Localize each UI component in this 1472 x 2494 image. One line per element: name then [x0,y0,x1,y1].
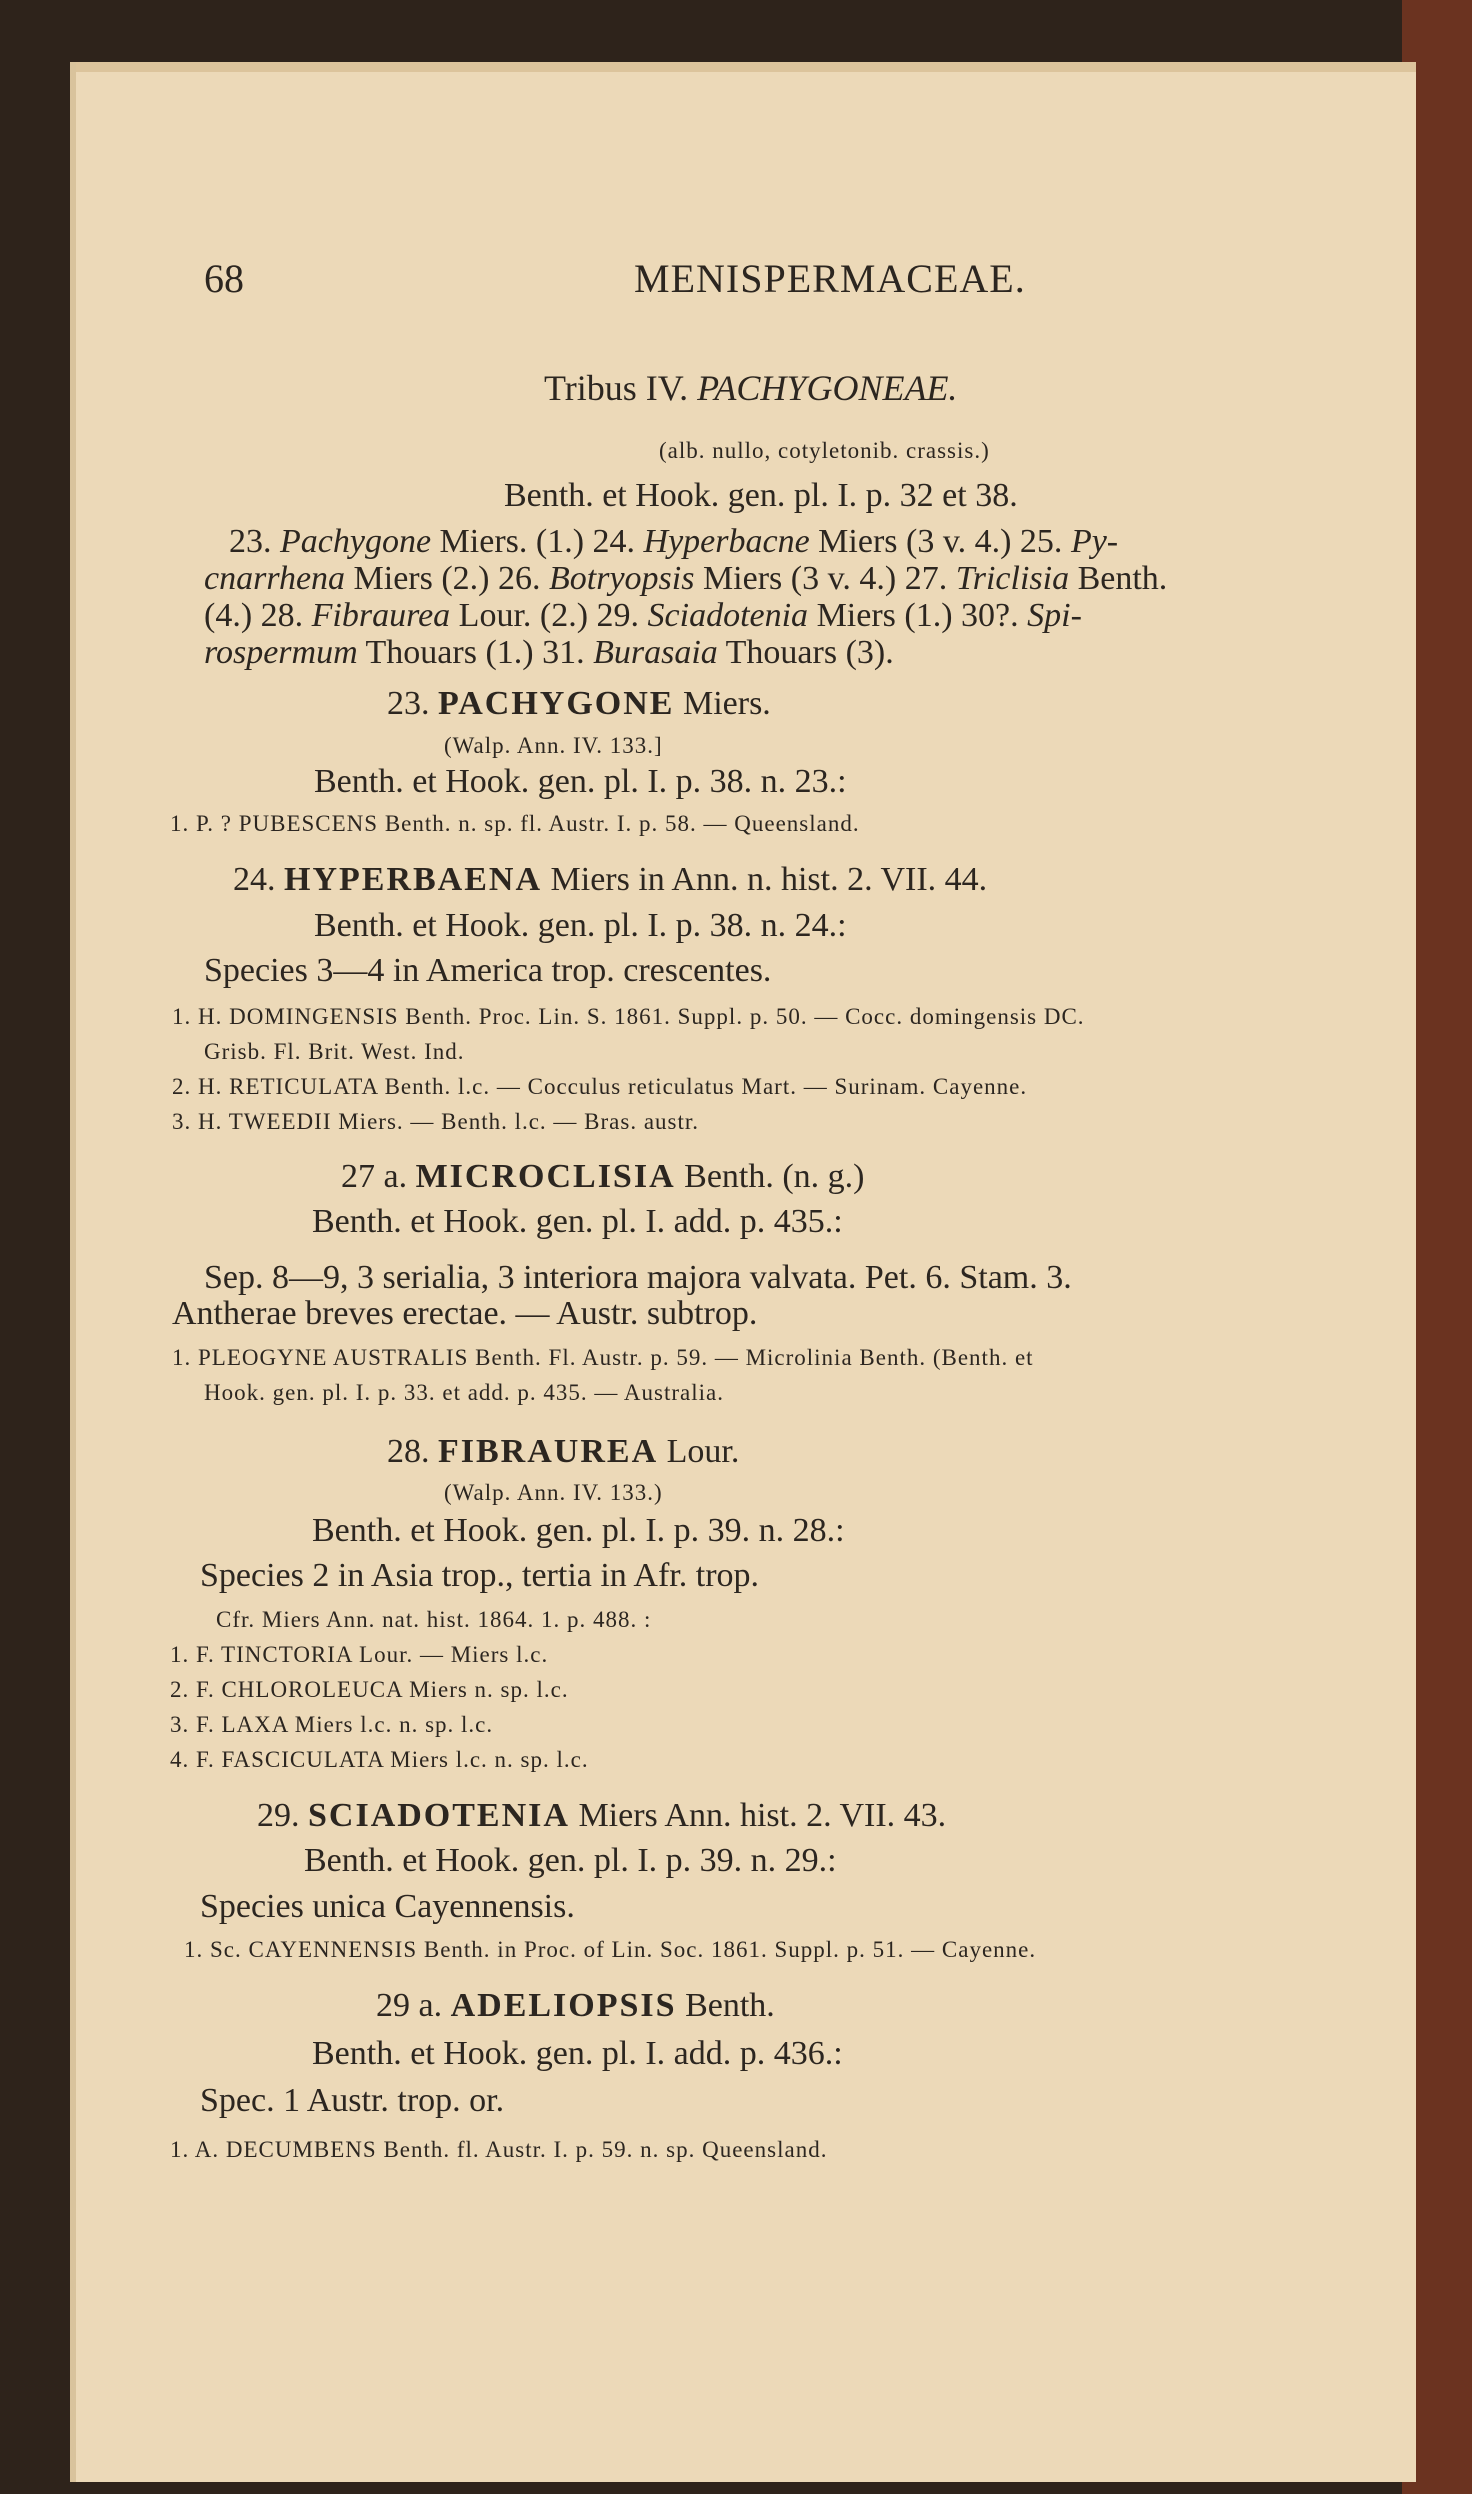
genus-heading: 29 a. ADELIOPSIS Benth. [376,1987,775,2024]
species-line: 1. H. DOMINGENSIS Benth. Proc. Lin. S. 1861. Suppl. p. 50. — Cocc. domingensis DC. [172,1004,1085,1029]
genus-sub: (Walp. Ann. IV. 133.] [444,733,663,758]
tribus-genera-line: 23. Pachygone Miers. (1.) 24. Hyperbacne Miers (3 v. 4.) 25. Py- [229,523,1119,560]
tribus-heading [544,367,957,409]
page-number: 68 [204,256,244,301]
species-line: 4. F. FASCICULATA Miers l.c. n. sp. l.c. [170,1747,589,1772]
species-line: 3. F. LAXA Miers l.c. n. sp. l.c. [170,1712,494,1737]
genus-reference: Benth. et Hook. gen. pl. I. add. p. 436.: [312,2035,843,2072]
tribus-genera-line: cnarrhena Miers (2.) 26. Botryopsis Miers (3 v. 4.) 27. Triclisia Benth. [204,560,1168,597]
genus-reference: Benth. et Hook. gen. pl. I. p. 38. n. 24.: [314,907,847,944]
tribus-note: (alb. nullo, cotyletonib. crassis.) [659,438,990,463]
tribus-genera-line: rospermum Thouars (1.) 31. Burasaia Thouars (3). [204,634,894,671]
species-line: Grisb. Fl. Brit. West. Ind. [204,1039,465,1064]
species-line: 1. PLEOGYNE AUSTRALIS Benth. Fl. Austr. p. 59. — Microlinia Benth. (Benth. et [172,1345,1034,1370]
species-line: 1. A. DECUMBENS Benth. fl. Austr. I. p. 59. n. sp. Queensland. [170,2137,828,2162]
genus-sub: (Walp. Ann. IV. 133.) [444,1480,663,1505]
species-line: 1. F. TINCTORIA Lour. — Miers l.c. [170,1642,549,1667]
genus-reference: Benth. et Hook. gen. pl. I. p. 38. n. 23.: [314,763,847,800]
genus-heading: 28. FIBRAUREA Lour. [387,1433,740,1470]
tribus-name: PACHYGONEAE. [697,368,958,408]
genus-description: Species 3—4 in America trop. crescentes. [204,952,772,989]
genus-heading: 24. HYPERBAENA Miers in Ann. n. hist. 2. VII. 44. [233,861,988,898]
genus-reference: Benth. et Hook. gen. pl. I. p. 39. n. 29.: [304,1842,837,1879]
tribus-genera-line: (4.) 28. Fibraurea Lour. (2.) 29. Sciadotenia Miers (1.) 30?. Spi- [204,597,1082,634]
running-head: MENISPERMACEAE. [634,256,1026,301]
genus-reference: Benth. et Hook. gen. pl. I. add. p. 435.: [312,1203,843,1240]
genus-heading: 29. SCIADOTENIA Miers Ann. hist. 2. VII. 43. [257,1797,947,1834]
genus-description: Antherae breves erectae. — Austr. subtrop. [172,1295,758,1332]
species-line: Hook. gen. pl. I. p. 33. et add. p. 435. — Australia. [204,1380,724,1405]
genus-heading: 27 a. MICROCLISIA Benth. (n. g.) [341,1158,865,1195]
species-line: 2. F. CHLOROLEUCA Miers n. sp. l.c. [170,1677,569,1702]
genus-reference: Benth. et Hook. gen. pl. I. p. 39. n. 28.: [312,1512,845,1549]
genus-description: Spec. 1 Austr. trop. or. [200,2082,505,2119]
genus-description: Species unica Cayennensis. [200,1888,575,1925]
species-line: 3. H. TWEEDII Miers. — Benth. l.c. — Bras. austr. [172,1109,700,1134]
tribus-reference: Benth. et Hook. gen. pl. I. p. 32 et 38. [504,477,1018,514]
genus-heading: 23. PACHYGONE Miers. [387,685,771,722]
genus-description: Sep. 8—9, 3 serialia, 3 interiora majora valvata. Pet. 6. Stam. 3. [204,1259,1072,1296]
species-line: Cfr. Miers Ann. nat. hist. 1864. 1. p. 488. : [216,1607,652,1632]
species-line: 1. Sc. CAYENNENSIS Benth. in Proc. of Lin. Soc. 1861. Suppl. p. 51. — Cayenne. [184,1937,1037,1962]
species-line: 2. H. RETICULATA Benth. l.c. — Cocculus reticulatus Mart. — Surinam. Cayenne. [172,1074,1028,1099]
tribus-prefix: Tribus IV. [544,368,689,408]
species-line: 1. P. ? PUBESCENS Benth. n. sp. fl. Austr. I. p. 58. — Queensland. [170,811,860,836]
genus-description: Species 2 in Asia trop., tertia in Afr. trop. [200,1557,760,1594]
